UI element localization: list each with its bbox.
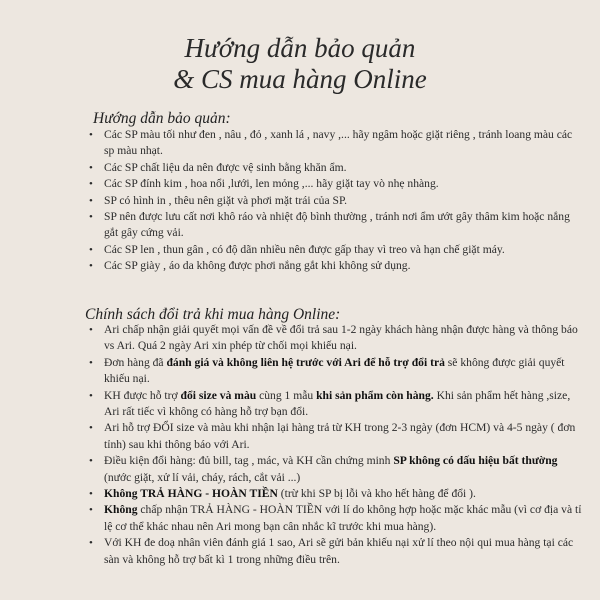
list-item-text: Khi sản phẩm hết hàng ,size, Ari rất tiếc vì không có hàng hỗ trợ bạn đổi. <box>104 388 571 419</box>
list-item-text: Với KH đe doạ nhân viên đánh giá 1 sao, Ari sẽ gửi bản khiếu nại xử lí theo nội qui mua hàng tại các sàn và không hỗ trợ bất kì 1 trong những điều trên. <box>104 536 574 566</box>
list-item <box>84 127 574 160</box>
list-item-text: SP nên được lưu cất nơi khô ráo và nhiệt độ bình thường , tránh nơi ẩm ướt gây thâm kim hoặc nắng gắt gây cứng vải. <box>104 210 570 240</box>
list-item-text: chấp nhận TRẢ HÀNG - HOÀN TIỀN với lí do không hợp hoặc mặc khác mẫu (vì cơ địa và tỉ lệ cơ thể khác nhau nên Ari mong bạn cân nhắc kĩ trước khi mua hàng). <box>104 503 582 533</box>
emphasis-text: đánh giá và không liên hệ trước với Ari để hỗ trợ đổi trả <box>166 355 445 369</box>
list-item <box>84 160 574 176</box>
list-item <box>84 176 574 192</box>
list-item <box>84 453 584 486</box>
emphasis-text: Không <box>104 503 138 517</box>
bullet-icon: • <box>89 455 93 468</box>
list-item <box>84 209 574 242</box>
list-item-text: cùng 1 mẫu <box>256 388 317 402</box>
list-item-text: Các SP đính kim , hoa nổi ,lưới, len mỏng ,... hãy giặt tay vò nhẹ nhàng. <box>104 177 439 191</box>
title-line-2: & CS mua hàng Online <box>173 64 427 94</box>
emphasis-text: Không TRẢ HÀNG - HOÀN TIỀN <box>104 487 278 501</box>
list-item <box>84 388 584 421</box>
bullet-icon: • <box>89 356 93 369</box>
list-item-text: KH được hỗ trợ <box>104 388 181 402</box>
list-item-text: Các SP giày , áo da không được phơi nắng gắt khi không sử dụng. <box>104 259 411 273</box>
list-item-text: Ari hỗ trợ ĐỔI size và màu khi nhận lại hàng trả từ KH trong 2-3 ngày (đơn HCM) và 4-5 ngày ( đơn tỉnh) sau khi thông báo với Ari. <box>104 421 576 451</box>
list-item-text: Các SP chất liệu da nên được vệ sinh bằng khăn ẩm. <box>104 160 347 174</box>
list-item-text: Các SP màu tối như đen , nâu , đỏ , xanh lá , navy ,... hãy ngâm hoặc giặt riêng , tránh loang màu các sp màu nhạt. <box>104 128 573 158</box>
list-item-text: (trừ khi SP bị lỗi và kho hết hàng để đổi ). <box>277 487 476 501</box>
bullet-icon: • <box>89 211 93 224</box>
list-item-text: SP có hình in , thêu nên giặt và phơi mặt trái của SP. <box>104 193 348 207</box>
bullet-icon: • <box>89 161 93 174</box>
return-policy-heading: Chính sách đổi trả khi mua hàng Online: <box>85 306 341 323</box>
list-item <box>84 193 574 209</box>
list-item <box>84 420 584 453</box>
list-item-text: Đơn hàng đã <box>104 355 167 369</box>
bullet-icon: • <box>89 324 93 336</box>
list-item-text: Điều kiện đổi hàng: đủ bill, tag , mác, và KH cần chứng minh <box>104 454 394 468</box>
bullet-icon: • <box>89 243 93 256</box>
return-policy-list <box>84 322 584 568</box>
bullet-icon: • <box>89 260 93 273</box>
emphasis-text: đổi size và màu <box>180 388 257 402</box>
list-item <box>84 322 584 355</box>
bullet-icon: • <box>89 422 93 435</box>
bullet-icon: • <box>89 389 93 402</box>
emphasis-text: SP không có dấu hiệu bất thường <box>393 454 558 468</box>
list-item-text: (nước giặt, xử lí vải, cháy, rách, cắt vải ...) <box>104 470 301 484</box>
list-item <box>84 258 574 274</box>
list-item <box>84 242 574 258</box>
list-item-text: Các SP len , thun gân , có độ dãn nhiều nên được gấp thay vì treo và hạn chế giặt máy. <box>104 242 505 256</box>
care-guide-list <box>84 127 574 275</box>
bullet-icon: • <box>89 488 93 501</box>
bullet-icon: • <box>89 178 93 191</box>
care-guide-heading: Hướng dẫn bảo quản: <box>93 110 231 127</box>
list-item <box>84 535 584 568</box>
bullet-icon: • <box>89 194 93 207</box>
list-item <box>84 486 584 502</box>
title-line-1: Hướng dẫn bảo quản <box>184 33 416 63</box>
bullet-icon: • <box>89 504 93 517</box>
list-item-text: Ari chấp nhận giải quyết mọi vấn đề về đổi trả sau 1-2 ngày khách hàng nhận được hàng và thông báo vs Ari. Quá 2 ngày Ari xin phép từ chối mọi khiếu nại. <box>104 323 578 353</box>
bullet-icon: • <box>89 129 93 141</box>
list-item-text: sẽ không được giải quyết khiếu nại. <box>104 355 565 386</box>
bullet-icon: • <box>89 537 93 550</box>
emphasis-text: khi sản phẩm còn hàng. <box>316 388 434 402</box>
list-item <box>84 502 584 535</box>
document-title <box>0 33 600 95</box>
list-item <box>84 355 584 388</box>
